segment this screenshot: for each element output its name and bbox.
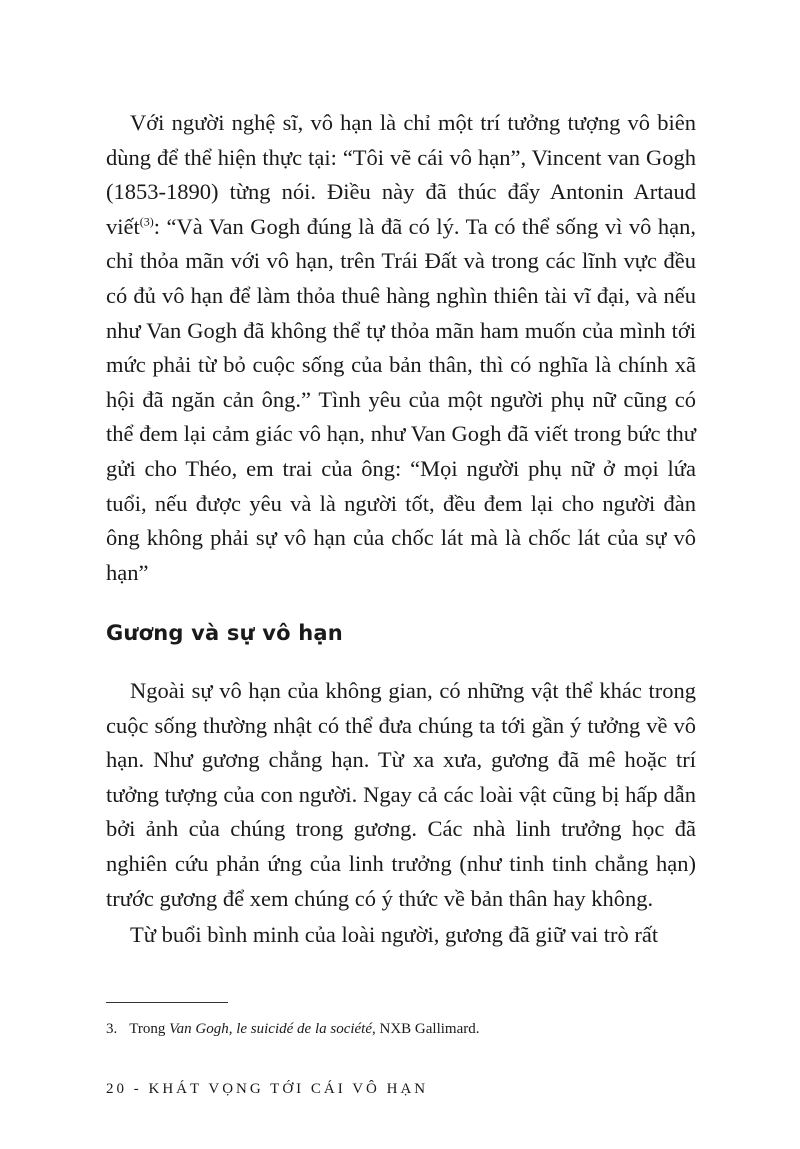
footnote-book-title: Van Gogh, le suicidé de la société (169, 1021, 373, 1037)
section-heading: Gương và sự vô hạn (106, 621, 343, 645)
footnote-reference: (3) (139, 214, 154, 229)
footnote-suffix: , NXB Gallimard. (372, 1021, 480, 1037)
footnote-number: 3. (106, 1021, 118, 1037)
footnote-prefix: Trong (129, 1021, 170, 1037)
running-footer (106, 1079, 428, 1099)
footnote-divider (106, 1002, 228, 1003)
footer-separator: - (133, 1081, 142, 1097)
page-number: 20 (106, 1081, 127, 1097)
running-title: KHÁT VỌNG TỚI CÁI VÔ HẠN (148, 1081, 429, 1097)
body-paragraph-2: Ngoài sự vô hạn của không gian, có những vật thể khác trong cuộc sống thường nhật có thể đưa chúng ta tới gần ý tưởng về vô hạn. Như gương chẳng hạn. Từ xa xưa, gương đã mê hoặc trí tưởng tượng của con người. Ngay cả các loài vật cũng bị hấp dẫn bởi ảnh của chúng trong gương. Các nhà linh trưởng học đã nghiên cứu phản ứng của linh trưởng (như tinh tinh chẳng hạn) trước gương để xem chúng có ý thức về bản thân hay không. (106, 678, 696, 911)
footnote (106, 1019, 696, 1039)
paragraph-1-text-a: Với người nghệ sĩ, vô hạn là chỉ một trí tưởng tượng vô biên dùng để thể hiện thực tại: “Tôi vẽ cái vô hạn”, Vincent van Gogh (1853-1890) từng nói. Điều này đã thúc đẩy Antonin Artaud viết (106, 110, 696, 239)
paragraph-1-text-b: : “Và Van Gogh đúng là đã có lý. Ta có thể sống vì vô hạn, chỉ thỏa mãn với vô hạn, trên Trái Đất và trong các lĩnh vực đều có đủ vô hạn để làm thỏa thuê hàng nghìn thiên tài vĩ đại, và nếu như Van Gogh đã không thể tự thỏa mãn ham muốn của mình tới mức phải từ bỏ cuộc sống của bản thân, thì có nghĩa là chính xã hội đã ngăn cản ông.” Tình yêu của một người phụ nữ cũng có thể đem lại cảm giác vô hạn, như Van Gogh đã viết trong bức thư gửi cho Théo, em trai của ông: “Mọi người phụ nữ ở mọi lứa tuổi, nếu được yêu và là người tốt, đều đem lại cho người đàn ông không phải sự vô hạn của chốc lát mà là chốc lát của sự vô hạn” (106, 213, 696, 585)
body-paragraph-3: Từ buổi bình minh của loài người, gương đã giữ vai trò rất (130, 922, 659, 947)
body-paragraph-1 (106, 106, 696, 590)
